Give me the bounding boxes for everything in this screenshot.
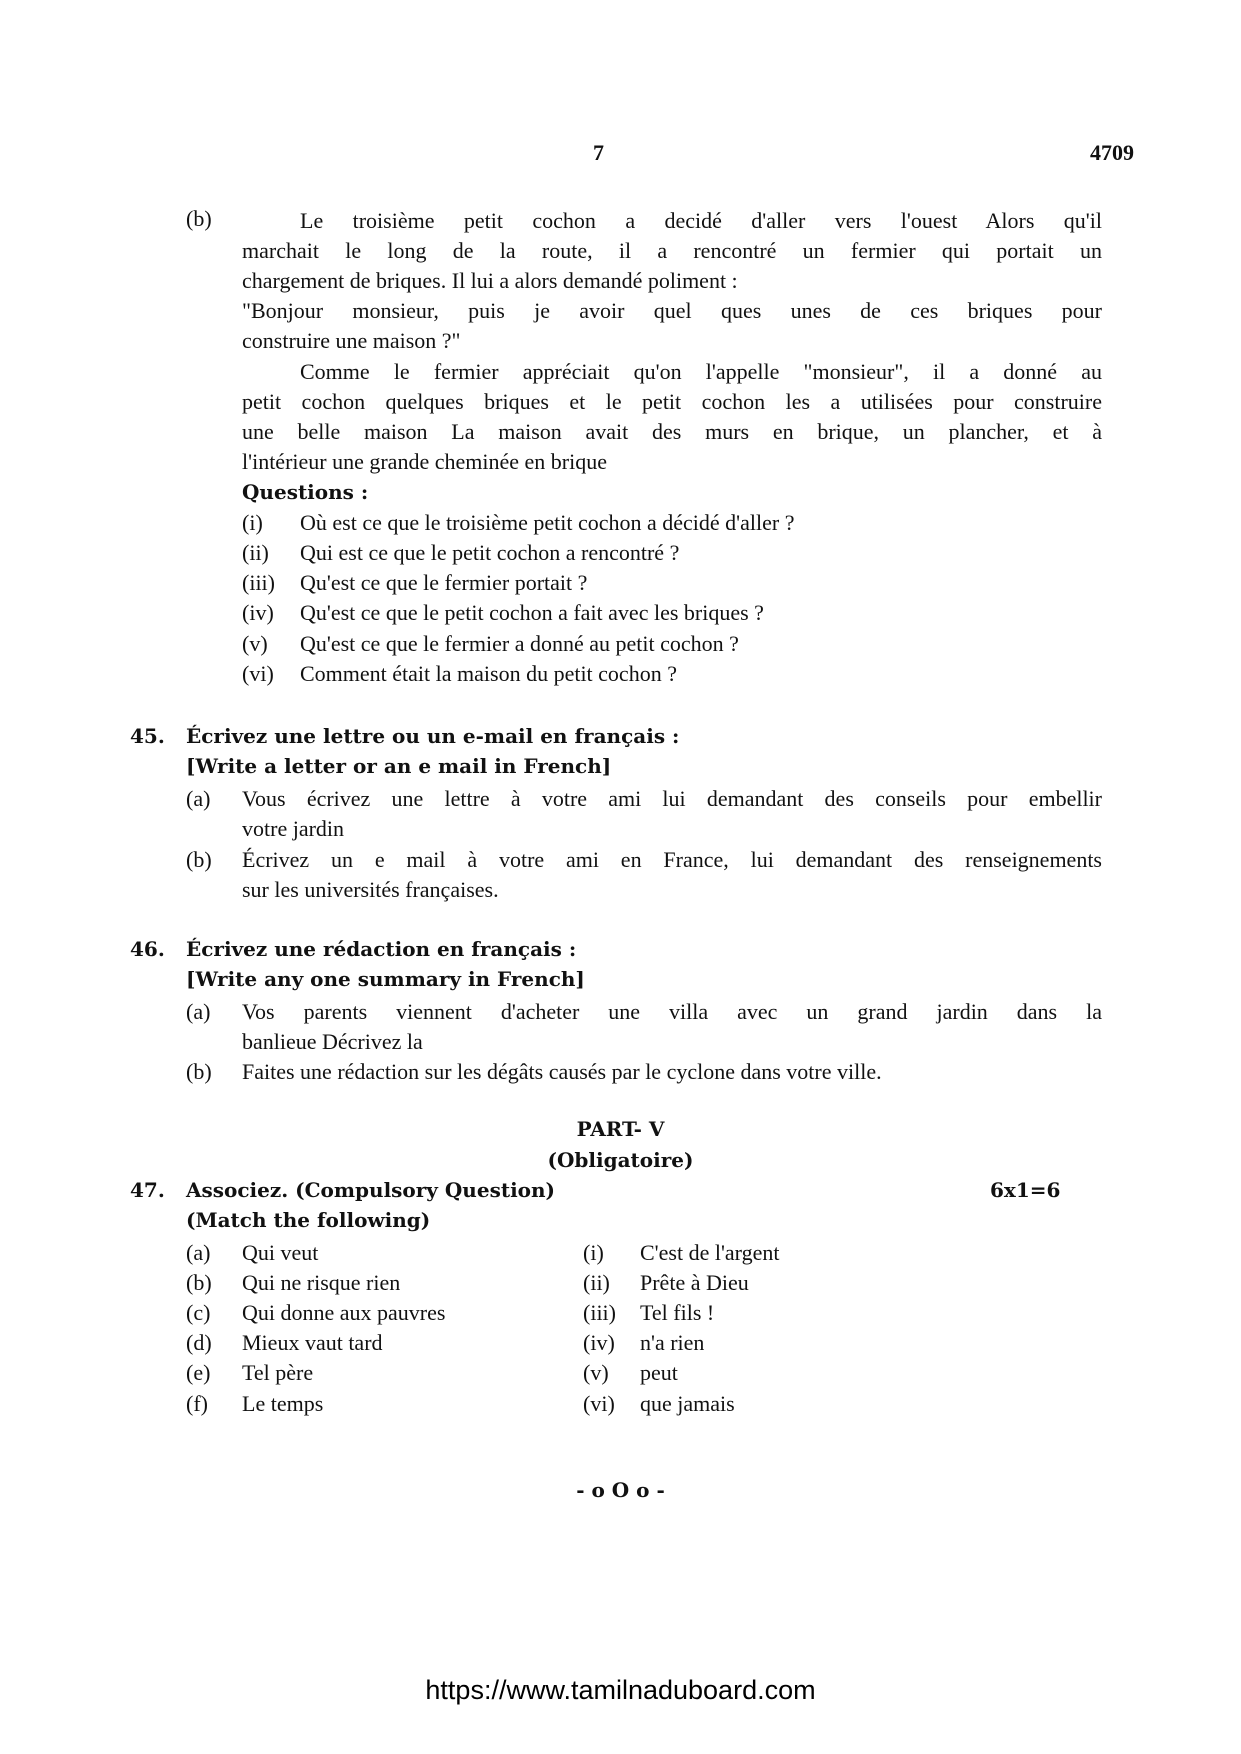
q45-number: 45.	[130, 724, 165, 748]
match-right-text: n'a rien	[640, 1330, 705, 1355]
match-left-label: (f)	[186, 1391, 208, 1416]
passage-line: Comme le fermier appréciait qu'on l'appelle "monsieur", il a donné au	[300, 359, 1102, 384]
questions-heading: Questions :	[242, 480, 369, 504]
match-left-label: (c)	[186, 1300, 211, 1325]
passage-line: une belle maison La maison avait des murs en brique, un plancher, et à	[242, 419, 1102, 444]
paper-code: 4709	[1090, 140, 1134, 165]
match-right-text: Tel fils !	[640, 1300, 715, 1325]
q46-a-label: (a)	[186, 999, 211, 1024]
question-num: (ii)	[242, 540, 269, 565]
q45-a-line: Vous écrivez une lettre à votre ami lui demandant des conseils pour embellir	[242, 786, 1102, 811]
match-right-text: Prête à Dieu	[640, 1270, 749, 1295]
page-number: 7	[593, 140, 604, 165]
passage-line: l'intérieur une grande cheminée en brique	[242, 449, 607, 474]
q47-subtitle: (Match the following)	[186, 1208, 431, 1232]
question-num: (iii)	[242, 570, 275, 595]
match-left-text: Mieux vaut tard	[242, 1330, 383, 1355]
passage-line: petit cochon quelques briques et le petit cochon les a utilisées pour construire	[242, 389, 1102, 414]
end-mark: - o O o -	[576, 1478, 665, 1502]
q45-b-line: sur les universités françaises.	[242, 877, 499, 902]
passage-line: Le troisième petit cochon a decidé d'aller vers l'ouest Alors qu'il	[300, 208, 1102, 233]
q45-a-line: votre jardin	[242, 816, 345, 841]
match-left-label: (e)	[186, 1360, 211, 1385]
q46-title: Écrivez une rédaction en français :	[186, 937, 577, 961]
match-left-label: (b)	[186, 1270, 212, 1295]
match-right-label: (iv)	[583, 1330, 615, 1355]
q45-title: Écrivez une lettre ou un e-mail en français :	[186, 724, 680, 748]
question-text: Qu'est ce que le fermier portait ?	[300, 570, 588, 595]
match-left-text: Tel père	[242, 1360, 314, 1385]
question-text: Où est ce que le troisième petit cochon a décidé d'aller ?	[300, 510, 795, 535]
q47-marks: 6x1=6	[990, 1178, 1061, 1202]
q45-a-label: (a)	[186, 786, 211, 811]
match-right-label: (v)	[583, 1360, 609, 1385]
match-right-label: (iii)	[583, 1300, 616, 1325]
question-text: Qu'est ce que le fermier a donné au petit cochon ?	[300, 631, 739, 656]
question-num: (v)	[242, 631, 268, 656]
part-subtitle: (Obligatoire)	[547, 1148, 694, 1172]
match-right-text: peut	[640, 1360, 678, 1385]
question-num: (vi)	[242, 661, 274, 686]
match-right-label: (i)	[583, 1240, 604, 1265]
q46-b-label: (b)	[186, 1059, 212, 1084]
question-text: Qu'est ce que le petit cochon a fait avec les briques ?	[300, 600, 764, 625]
match-left-text: Qui ne risque rien	[242, 1270, 401, 1295]
match-right-text: que jamais	[640, 1391, 735, 1416]
q46-b-line: Faites une rédaction sur les dégâts causés par le cyclone dans votre ville.	[242, 1059, 882, 1084]
q45-subtitle: [Write a letter or an e mail in French]	[186, 754, 612, 778]
match-left-text: Qui veut	[242, 1240, 319, 1265]
q46-a-line: banlieue Décrivez la	[242, 1029, 423, 1054]
match-right-label: (vi)	[583, 1391, 615, 1416]
passage-line: chargement de briques. Il lui a alors demandé poliment :	[242, 268, 738, 293]
q46-subtitle: [Write any one summary in French]	[186, 967, 585, 991]
q47-number: 47.	[130, 1178, 165, 1202]
passage-quote-line: construire une maison ?"	[242, 328, 461, 353]
q46-number: 46.	[130, 937, 165, 961]
part-title: PART- V	[576, 1117, 665, 1141]
q45-b-line: Écrivez un e mail à votre ami en France, lui demandant des renseignements	[242, 847, 1102, 872]
q47-title: Associez. (Compulsory Question)	[186, 1178, 556, 1202]
match-right-label: (ii)	[583, 1270, 610, 1295]
question-text: Qui est ce que le petit cochon a rencontré ?	[300, 540, 680, 565]
question-num: (i)	[242, 510, 263, 535]
q46-a-line: Vos parents viennent d'acheter une villa avec un grand jardin dans la	[242, 999, 1102, 1024]
passage-line: marchait le long de la route, il a rencontré un fermier qui portait un	[242, 238, 1102, 263]
match-left-text: Le temps	[242, 1391, 324, 1416]
match-left-label: (a)	[186, 1240, 211, 1265]
question-num: (iv)	[242, 600, 274, 625]
match-right-text: C'est de l'argent	[640, 1240, 780, 1265]
passage-quote-line: "Bonjour monsieur, puis je avoir quel ques unes de ces briques pour	[242, 298, 1102, 323]
match-left-label: (d)	[186, 1330, 212, 1355]
footer-url[interactable]: https://www.tamilnaduboard.com	[425, 1675, 816, 1705]
section-b-label: (b)	[186, 206, 212, 231]
question-text: Comment était la maison du petit cochon ?	[300, 661, 677, 686]
q45-b-label: (b)	[186, 847, 212, 872]
match-left-text: Qui donne aux pauvres	[242, 1300, 446, 1325]
